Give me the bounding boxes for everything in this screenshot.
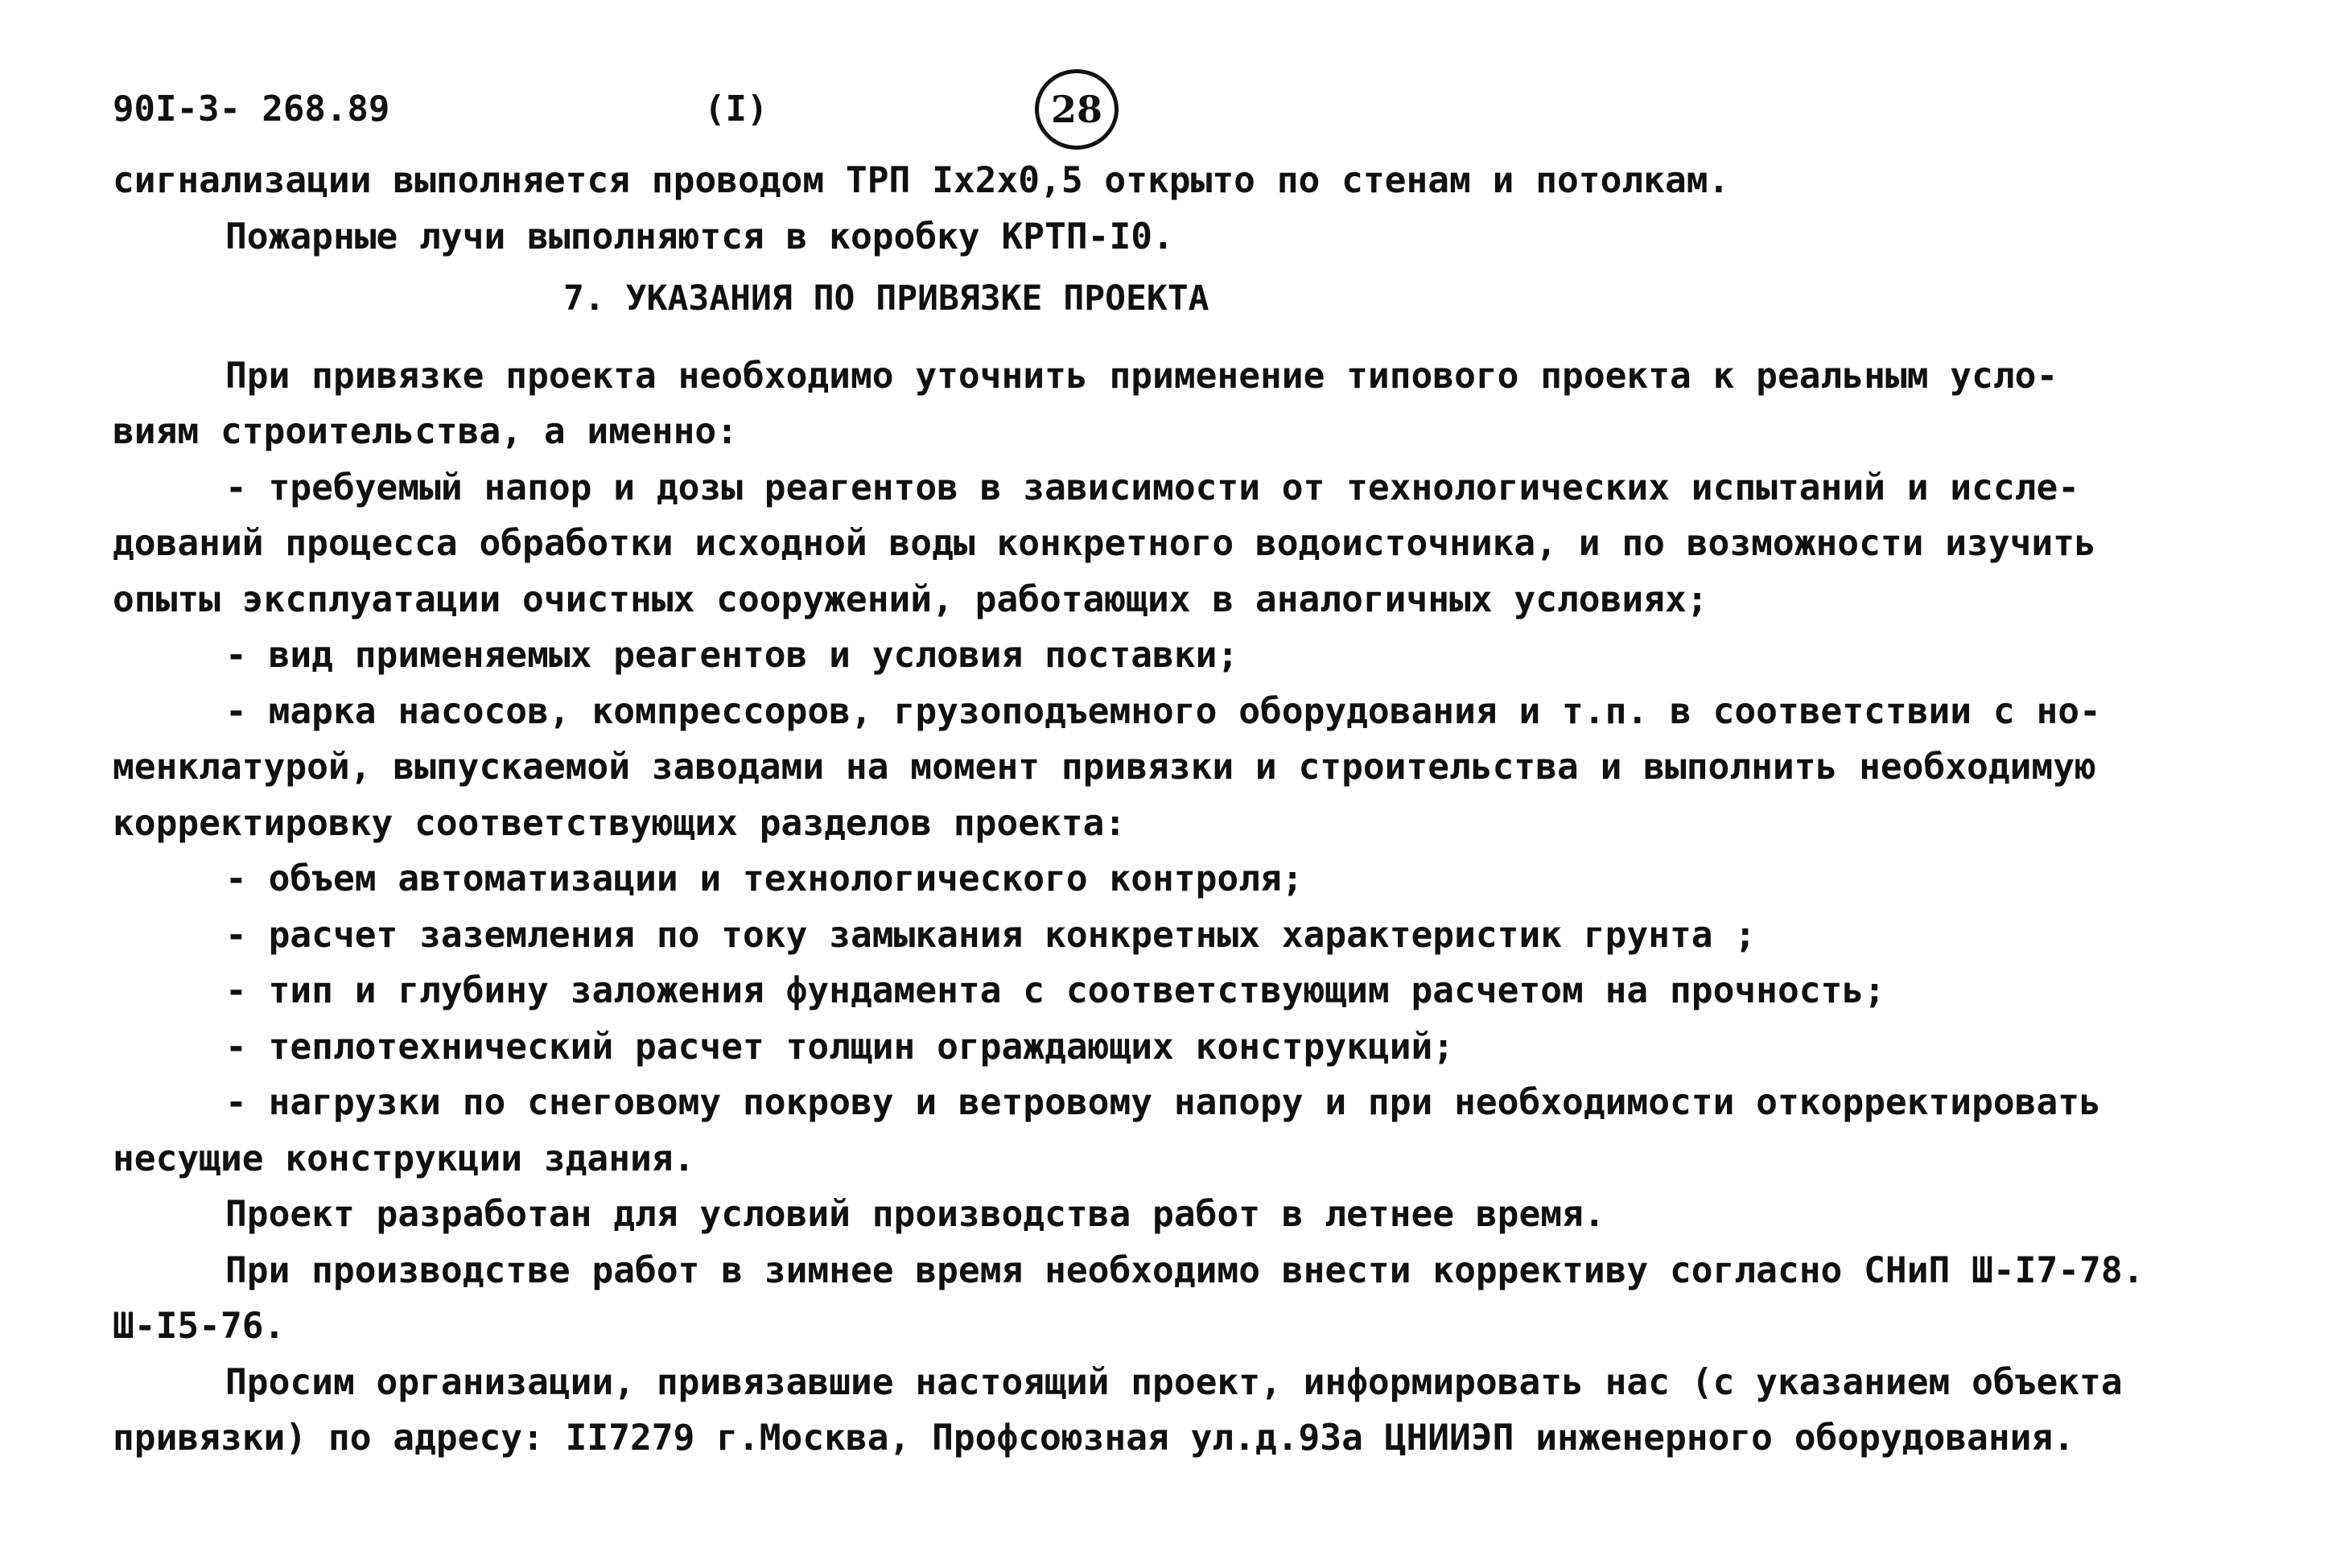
text-line: сигнализации выполняется проводом ТРП Iх2х0,5 открыто по стенам и потолкам. — [113, 160, 1730, 201]
text-line: Просим организации, привязавшие настоящий проект, информировать нас (с указанием объекта — [225, 1361, 2123, 1403]
text-line: привязки) по адресу: II7279 г.Москва, Профсоюзная ул.д.93а ЦНИИЭП инженерного оборудования. — [113, 1418, 2075, 1459]
section-heading: 7. УКАЗАНИЯ ПО ПРИВЯЗКЕ ПРОЕКТА — [563, 278, 1209, 319]
document-body — [113, 153, 2237, 1467]
text-line: - марка насосов, компрессоров, грузоподъемного оборудования и т.п. в соответствии с но- — [225, 690, 2101, 732]
document-code: 90I-3- 268.89 — [113, 88, 390, 130]
text-line: При привязке проекта необходимо уточнить применение типового проекта к реальным усло- — [225, 355, 2058, 397]
page-number: 28 — [1050, 88, 1102, 131]
text-line: корректировку соответствующих разделов проекта: — [113, 802, 1127, 844]
text-line: - требуемый напор и дозы реагентов в зависимости от технологических испытаний и иссле- — [225, 467, 2080, 508]
page-number-circle — [1035, 69, 1119, 150]
text-line: - расчет заземления по току замыкания конкретных характеристик грунта ; — [225, 914, 1757, 956]
text-line: несущие конструкции здания. — [113, 1138, 695, 1179]
text-line: опыты эксплуатации очистных сооружений, работающих в аналогичных условиях; — [113, 578, 1708, 620]
text-line: - вид применяемых реагентов и условия поставки; — [225, 635, 1239, 676]
text-line: При производстве работ в зимнее время необходимо внести коррективу согласно СНиП Ш-I7-78. — [225, 1249, 2145, 1291]
text-line: - объем автоматизации и технологического контроля; — [225, 858, 1304, 899]
text-line: - нагрузки по снеговому покрову и ветровому напору и при необходимости откорректировать — [225, 1082, 2101, 1123]
text-line: - теплотехнический расчет толщин ограждающих конструкций; — [225, 1026, 1455, 1068]
text-line: Проект разработан для условий производства работ в летнее время. — [225, 1194, 1605, 1235]
text-line: менклатурой, выпускаемой заводами на момент привязки и строительства и выполнить необходимую — [113, 747, 2096, 788]
text-line: Ш-I5-76. — [113, 1306, 286, 1347]
page-header — [113, 80, 1239, 145]
text-line: - тип и глубину заложения фундамента с соответствующим расчетом на прочность; — [225, 970, 1885, 1011]
part-number: (I) — [704, 88, 768, 130]
text-line: Пожарные лучи выполняются в коробку КРТП-I0. — [225, 216, 1174, 257]
text-line: дований процесса обработки исходной воды конкретного водоисточника, и по возможности изучить — [113, 523, 2096, 564]
text-line: виям строительства, а именно: — [113, 411, 738, 452]
